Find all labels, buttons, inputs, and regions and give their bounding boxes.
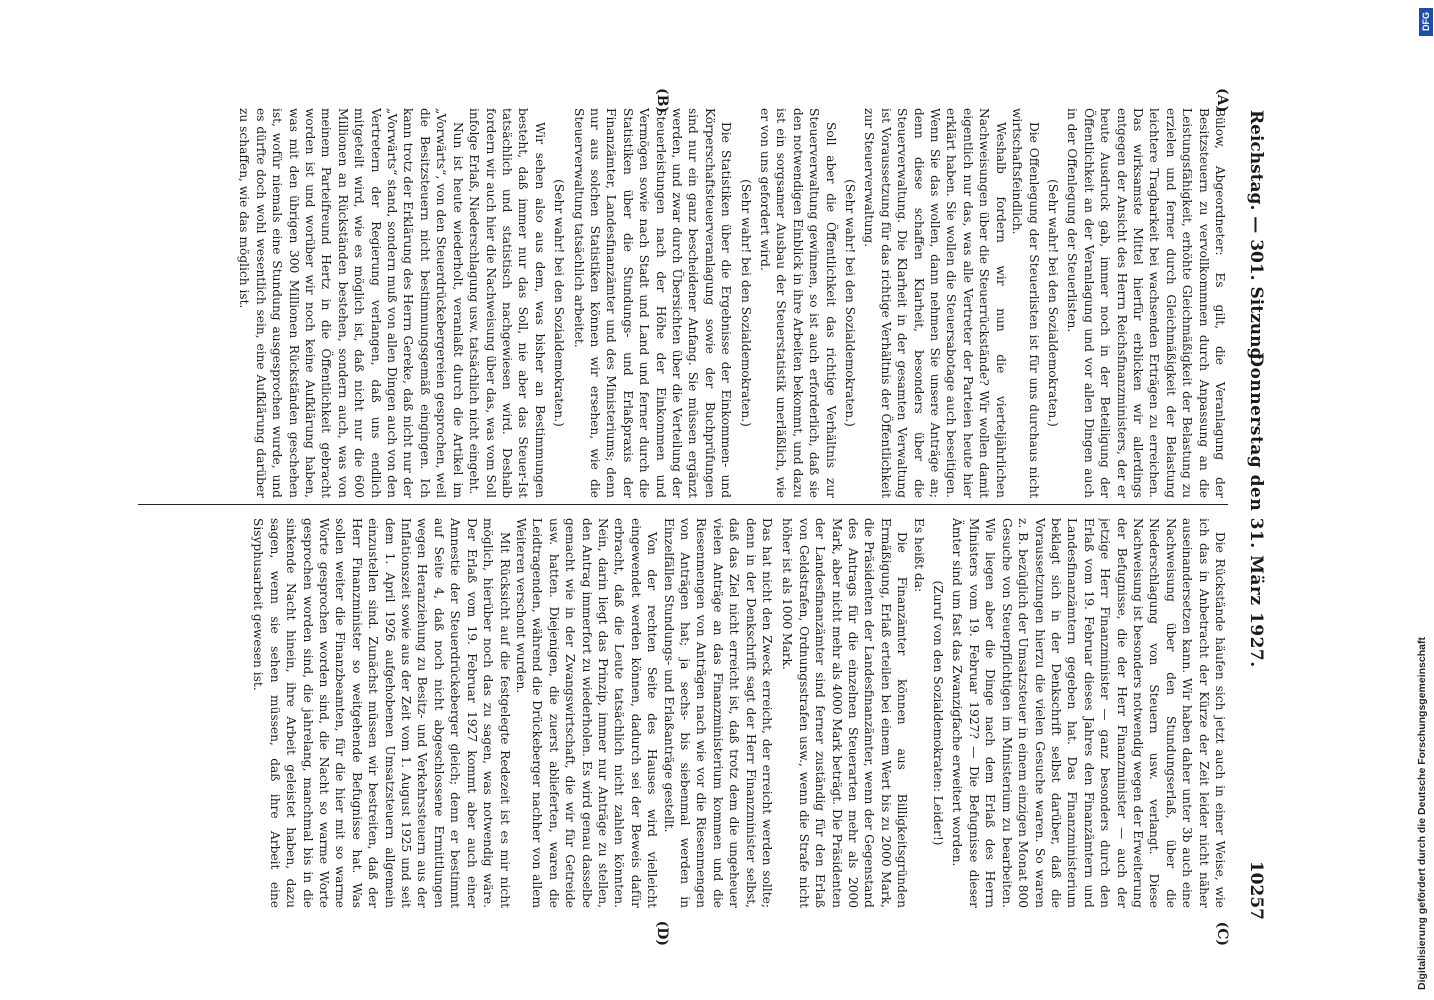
margin-marker-a: (A) <box>1214 88 1230 113</box>
paragraph: Die Offenlegung der Steuerlisten ist für uns durchaus nicht wirtschaftsfeindlich. <box>1010 108 1041 498</box>
margin-marker-b: (B) <box>654 88 670 114</box>
column-divider <box>138 504 1228 505</box>
left-column <box>138 108 1228 498</box>
interjection: (Sehr wahr! bei den Sozialdemokraten.) <box>843 179 858 427</box>
interjection: (Sehr wahr! bei den Sozialdemokraten.) <box>1045 179 1060 427</box>
paragraph: Bülow, Abgeordneter: Es gilt, die Veranlagung der Besitzsteuern zu vervollkommnen durch Anpassung an die Leistungsfähigkeit, erhöhte Gleichmäßigkeit der Belastung zu erzielen und ferner durch Gleichmäßigkeit der Belastung leichtere Tragbarkeit bei wachsenden Erträgen zu erreichen. Das wirksamste Mittel hierfür erblicken wir allerdings entgegen der Ansicht des Herrn Reichsfinanzministers, der er heute Ausdruck gab, immer noch in der Beteiligung der Öffentlichkeit an der Veranlagung und vor allen Dingen auch in der Offenlegung der Steuerlisten. <box>1065 108 1227 498</box>
header-date: Donnerstag den 31. März 1927. <box>1246 352 1266 668</box>
paragraph: Nun ist heute wiederholt, veranlaßt durch die Artikel im „Vorwärts“, von den Steuerdrückebergereien gesprochen, weil die Besitzsteuern nicht bestimmungsgemäß eingingen. Ich kann trotz der Erklärung des Herrn Gereke, daß nicht nur der „Vorwärts“ stand, sondern muß von allen Dingen auch von den Vertretern der Regierung verlangen, daß uns endlich mitgeteilt wird, wie es möglich ist, daß nicht nur die 600 Millionen an Rückständen bestehen, sondern auch, was von meinem Parteifreund Hertz in die Öffentlichkeit gebracht worden ist und worüber wir noch keine Aufklärung haben, was mit den übrigen 300 Millionen Rückständen geschehen ist, wofür niemals eine Stundung ausgesprochen wurde, und es dürfte doch wohl wesentlich sein, eine Aufklärung darüber zu schaffen, wie das möglich ist. <box>237 108 465 498</box>
right-column <box>138 518 1228 908</box>
margin-marker-c: (C) <box>1214 921 1230 946</box>
paragraph: Mit Rücksicht auf die festgelegte Redezeit ist es mir nicht möglich, hierüber noch das zu sagen, was notwendig wäre. Der Erlaß vom 19. Februar 1927 kommt aber auch einer Amnestie der Steuerdrückeberger gleich; denn er bestimmt auf Seite 4, daß noch nicht abgeschlossene Ermittlungen wegen Heranziehung zu Besitz- und Verkehrssteuern aus der Inflationszeit sowie aus der Zeit vom 1. August 1925 und seit dem 1. April 1926 aufgehobenen Umsatzsteuern allgemein einzustellen sind. Zunächst müssen wir bestreiten, daß der Herr Finanzminister so weitgehende Befugnisse hat. Was sollen weiter die Finanzbeamten, für die hier mit so warme Worte gesprochen worden sind, die Nacht so warme Worte gesprochen worden sind, die jahrelang, manchmal bis in die sinkende Nacht hinein, ihre Arbeit geleistet haben, dazu sagen, wenn sie sehen müssen, daß ihre Arbeit eine Sisyphusarbeit gewesen ist. <box>251 518 512 908</box>
paragraph: Wir sehen also aus dem, was bisher an Bestimmungen besteht, daß immer nur das Soll, nie aber das Steuer-Ist tatsächlich und statistisch nachgewiesen wird. Deshalb fordern wir auch hier die Nachweisung über das, was vom Soll infolge Erlaß, Niederschlagung usw. tatsächlich nicht eingeht. <box>467 108 547 498</box>
rotated-page <box>118 80 1278 946</box>
paragraph: Von der rechten Seite des Hauses wird vielleicht eingewendet werden können, dadurch sei der Beweis dafür erbracht, daß die Leute tatsächlich nicht zahlen könnten. Nein, darin liegt das Prinzip, immer nur Anträge zu stellen, den Antrag immerfort zu wiederholen. Es wird genau dasselbe gemacht wie in der Zwangswirtschaft, die wir für Getreide usw. hatten. Diejenigen, die zuerst ablieferten, waren die Leidtragenden, während die Drückeberger nachher von allem Weiteren verschont wurden. <box>513 518 660 908</box>
paragraph: Weshalb fordern wir nun die vierteljährlichen Nachweisungen über die Steuerrückstände? Wir wollen damit eigentlich nur das, was alle Vertreter der Parteien heute hier erklärt haben. Sie wollen die Steuersabotage auch beseitigen. Wenn Sie das wollen, dann nehmen Sie unsere Anträge an; denn diese schaffen Klarheit, besonders über die Steuerverwaltung. Die Klarheit in der gesamten Verwaltung ist Voraussetzung für das richtige Verhältnis der Öffentlichkeit zur Steuerverwaltung. <box>862 108 1008 498</box>
interjection: (Zuruf von den Sozialdemokraten: Leider!) <box>931 580 946 846</box>
page-number: 10257 <box>1246 860 1266 920</box>
funding-note: Digitalisierung gefördert durch die Deutsche Forschungsgemeinschaft <box>1416 637 1428 990</box>
paragraph: Die Rückstände häufen sich jetzt auch in einer Weise, wie ich das in Anbetracht der Kürze der Zeit leider nicht näher auseinandersetzen kann. Wir haben daher unter 3b auch eine Nachweisung über den Stundungserlaß, über die Niederschlagung von Steuern usw. verlangt. Diese Nachweisung ist besonders notwendig wegen der Erweiterung der Befugnisse, die der Herr Finanzminister — auch der jetzige Herr Finanzminister — ganz besonders durch den Erlaß vom 19. Februar dieses Jahres den Finanzämtern und Landesfinanzämtern gegeben hat. Das Finanzministerium beklagt sich in der Denkschrift selbst darüber, daß die Voraussetzungen hierzu die vielen Gesuche waren. So waren z. B. bezüglich der Umsatzsteuer in einem einzigen Monat 800 Gesuche von Steuerpflichtigen im Ministerium zu bearbeiten. Wie liegen aber die Dinge nach dem Erlaß des Herrn Ministers vom 19. Februar 1927? — Die Befugnisse dieser Ämter sind um fast das Zwanzigfache erweitert worden. <box>950 518 1227 908</box>
quoted-paragraph: Die Finanzämter können aus Billigkeitsgründen Ermäßigung, Erlaß erteilen bei einem Wert bis zu 2000 Mark, die Präsidenten der Landesfinanzämter, wenn der Gegenstand des Antrags für die einzelnen Steuerarten mehr als 2000 Mark, aber nicht mehr als 4000 Mark beträgt. Die Präsidenten der Landesfinanzämter sind ferner zuständig für den Erlaß von Geldstrafen, Ordnungsstrafen usw., wenn die Strafe nicht höher ist als 1000 Mark. <box>780 518 910 908</box>
paragraph: Die Statistiken über die Ergebnisse der Einkommen- und Körperschaftsteuerveranlagung sowie der Buchprüfungen sind nur ein ganz bescheidener Anfang. Sie müssen ergänzt werden, und zwar durch Übersichten über die Verteilung der Steuerleistungen nach der Höhe der Einkommen und Vermögen sowie nach Stadt und Land und ferner durch die Statistiken über die Stundungs- und Erlaßpraxis der Finanzämter, Landesfinanzämter und des Ministeriums; denn nur aus solchen Statistiken können wir ersehen, wie die Steuerverwaltung tatsächlich arbeitet. <box>571 108 734 498</box>
dfg-logo: DFG <box>1419 8 1433 36</box>
paragraph: Soll aber die Öffentlichkeit das richtige Verhältnis zur Steuerverwaltung gewinnen, so ist auch erforderlich, daß sie den notwendigen Einblick in ihre Arbeiten bekommt, und dazu ist ein sorgsamer Ausbau der Steuerstatistik unerläßlich, wie er von uns gefordert wird. <box>758 108 838 498</box>
interjection: (Sehr wahr! bei den Sozialdemokraten.) <box>738 179 753 427</box>
margin-marker-d: (D) <box>654 920 670 946</box>
paragraph: Das hat nicht den Zweck erreicht, der erreicht werden sollte; denn in der Denkschrift sagt der Herr Finanzminister selbst, daß das Ziel nicht erreicht ist, daß trotz dem die ungeheuer vielen Anträge an das Finanzministerium kommen und die Riesenmengen von Anträgen nach wie vor die Riesenmengen von Anträgen hat; ja sechs- bis siebenmal werden in Einzelfällen Stundungs- und Erlaßanträge gestellt. <box>661 518 775 908</box>
interjection: (Sehr wahr! bei den Sozialdemokraten.) <box>552 179 567 427</box>
paragraph: Es heißt da: <box>911 518 926 593</box>
header-session: Reichstag. — 301. Sitzung. <box>1246 110 1266 366</box>
